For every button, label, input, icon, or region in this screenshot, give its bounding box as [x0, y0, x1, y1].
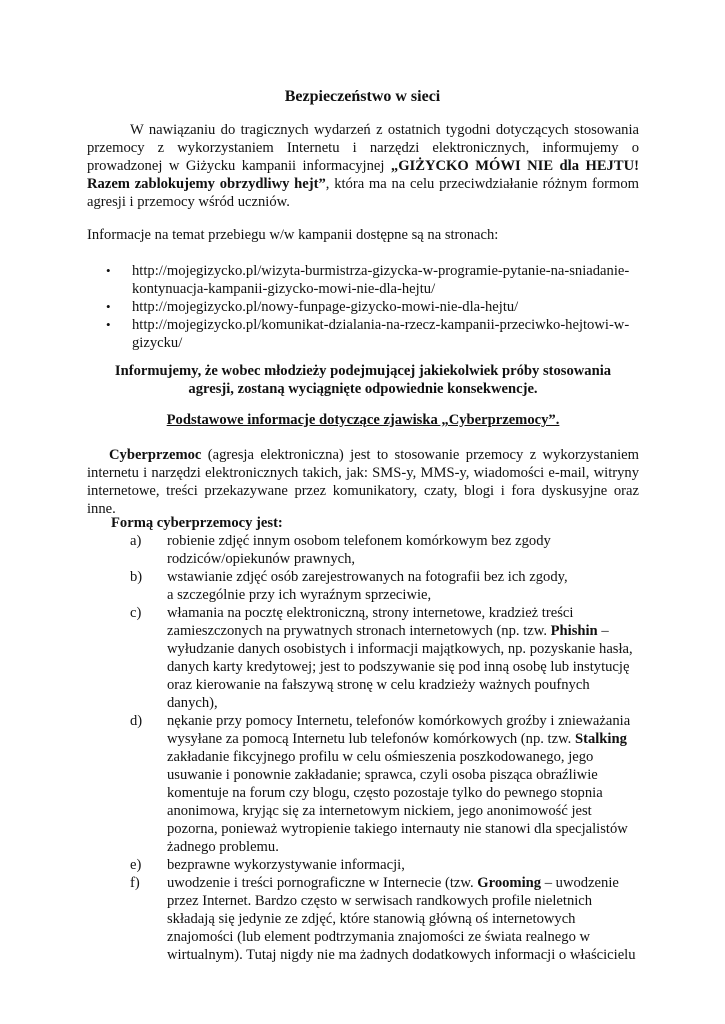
item-letter: b)	[130, 569, 143, 585]
list-item	[106, 262, 646, 298]
intro-line: W nawiązaniu do tragicznych wydarzeń z ostatnich tygodni dotyczących stosowania	[130, 122, 639, 138]
item-letter: d)	[130, 713, 143, 729]
list-item	[130, 532, 650, 568]
item-text: – uwodzenie	[541, 875, 619, 891]
item-line: żadnego problemu.	[167, 839, 279, 855]
item-line: zakładanie fikcyjnego profilu w celu ośmieszenia poszkodowanego, jego	[167, 749, 594, 765]
intro-line: przemocy z wykorzystaniem Internetu i narzędzi elektronicznych, informujemy o	[87, 140, 639, 156]
item-text: zamieszczonych na prywatnych stronach internetowych (np. tzw.	[167, 623, 551, 639]
cyberbullying-section	[87, 446, 639, 963]
list-item	[130, 874, 650, 964]
campaign-link[interactable]: http://mojegizycko.pl/wizyta-burmistrza-gizycka-w-programie-pytanie-na-sniadanie-	[132, 263, 630, 279]
list-item	[106, 316, 646, 352]
info-line: Informacje na temat przebiegu w/w kampanii dostępne są na stronach:	[87, 227, 499, 243]
item-line: wyłudzanie danych osobistych i informacji majątkowych, np. pozyskanie hasła,	[167, 641, 633, 657]
item-letter: e)	[130, 857, 142, 873]
list-item	[130, 568, 650, 604]
list-item	[106, 298, 646, 316]
campaign-name: „GIŻYCKO MÓWI NIE dla HEJTU!	[390, 158, 639, 174]
item-line: bezprawne wykorzystywanie informacji,	[167, 857, 405, 873]
links-list	[106, 262, 646, 352]
item-line: wstawianie zdjęć osób zarejestrowanych na fotografii bez ich zgody,	[167, 569, 568, 585]
item-line: znajomości (lub element podtrzymania znajomości ze świata realnego w	[167, 929, 591, 945]
intro-line	[87, 175, 639, 193]
campaign-link[interactable]: kontynuacja-kampanii-gizycko-mowi-nie-dla-hejtu/	[132, 281, 436, 297]
bullet-icon: •	[106, 317, 111, 332]
section-heading: Podstawowe informacje dotyczące zjawiska „Cyberprzemocy”.	[166, 412, 560, 428]
item-line: przez Internet. Bardzo często w serwisach randkowych profile nieletnich	[167, 893, 593, 909]
intro-line: agresji i przemocy wśród uczniów.	[87, 194, 290, 210]
item-letter: f)	[130, 875, 140, 891]
item-line: składają się jedynie ze zdjęć, które stanowią główną oś internetowych	[167, 911, 576, 927]
item-line: usuwanie i ponownie zakładanie; sprawca, czyli osoba pisząca obraźliwie	[167, 767, 598, 783]
item-line	[167, 874, 650, 892]
bullet-icon: •	[106, 299, 111, 314]
bullet-icon: •	[106, 263, 111, 278]
definition-line	[87, 446, 639, 464]
item-line: anonimowa, kryjąc się za internetowym nickiem, jego anonimowość jest	[167, 803, 592, 819]
item-line: robienie zdjęć innym osobom telefonem komórkowym bez zgody	[167, 533, 551, 549]
campaign-link[interactable]: http://mojegizycko.pl/komunikat-dzialania-na-rzecz-kampanii-przeciwko-hejtowi-w-	[132, 317, 630, 333]
intro-line	[87, 157, 639, 175]
item-line: wirtualnym). Tutaj nigdy nie ma żadnych dodatkowych informacji o właścicielu	[167, 947, 636, 963]
warning-notice	[87, 362, 639, 398]
list-item	[130, 604, 650, 712]
item-text: wysyłane za pomocą Internetu lub telefonów komórkowych (np. tzw.	[167, 731, 575, 747]
intro-text: prowadzonej w Giżycku kampanii informacyjnej	[87, 158, 391, 174]
item-text: uwodzenie i treści pornograficzne w Internecie (tzw.	[167, 875, 478, 891]
item-letter: c)	[130, 605, 142, 621]
campaign-link[interactable]: gizycku/	[132, 335, 183, 351]
forms-list	[130, 532, 650, 964]
term-phishing: Phishin	[550, 623, 598, 639]
item-line: danych karty kredytowej; jest to podszywanie się pod inną osobę lub instytucję	[167, 659, 630, 675]
campaign-link[interactable]: http://mojegizycko.pl/nowy-funpage-gizycko-mowi-nie-dla-hejtu/	[132, 299, 519, 315]
definition-line: internetowe, treści przekazywane przez komunikatory, czaty, blogi i fora dyskusyjne oraz	[87, 483, 639, 499]
term-grooming: Grooming	[477, 875, 542, 891]
term-stalking: Stalking	[574, 731, 627, 747]
definition-line: internetu i narzędzi elektronicznych takich, jak: SMS-y, MMS-y, wiadomości e-mail, witryny	[87, 465, 639, 481]
campaign-slogan: Razem zablokujemy obrzydliwy hejt”	[87, 176, 326, 192]
list-item	[130, 856, 650, 874]
item-line: komentuje na forum czy blogu, często pozostaje tylko do pewnego stopnia	[167, 785, 603, 801]
item-line: rodziców/opiekunów prawnych,	[167, 551, 356, 567]
intro-paragraph	[87, 121, 639, 211]
item-line	[167, 730, 650, 748]
item-text: –	[597, 623, 609, 639]
list-item	[130, 712, 650, 856]
item-line: a szczególnie przy ich wyraźnym sprzeciwie,	[167, 587, 432, 603]
forms-heading: Formą cyberprzemocy jest:	[111, 515, 283, 531]
definition-text: (agresja elektroniczna) jest to stosowanie przemocy z wykorzystaniem	[201, 447, 639, 463]
item-line: nękanie przy pomocy Internetu, telefonów komórkowych groźby i znieważania	[167, 713, 631, 729]
item-line: oraz kierowanie na fałszywą stronę w celu kradzieży ważnych poufnych	[167, 677, 590, 693]
item-line: włamania na pocztę elektroniczną, strony internetowe, kradzież treści	[167, 605, 574, 621]
item-line: danych),	[167, 695, 218, 711]
item-line: pozorna, ponieważ wytropienie takiego internauty nie stanowi dla specjalistów	[167, 821, 628, 837]
notice-line: agresji, zostaną wyciągnięte odpowiednie konsekwencje.	[188, 381, 538, 397]
definition-term: Cyberprzemoc	[109, 447, 202, 463]
intro-text: , która ma na celu przeciwdziałanie różnym formom	[325, 176, 640, 192]
page-title: Bezpieczeństwo w sieci	[284, 88, 441, 105]
notice-line: Informujemy, że wobec młodzieży podejmującej jakiekolwiek próby stosowania	[114, 363, 612, 379]
definition-line: inne.	[87, 501, 116, 517]
item-letter: a)	[130, 533, 142, 549]
item-line	[167, 622, 650, 640]
